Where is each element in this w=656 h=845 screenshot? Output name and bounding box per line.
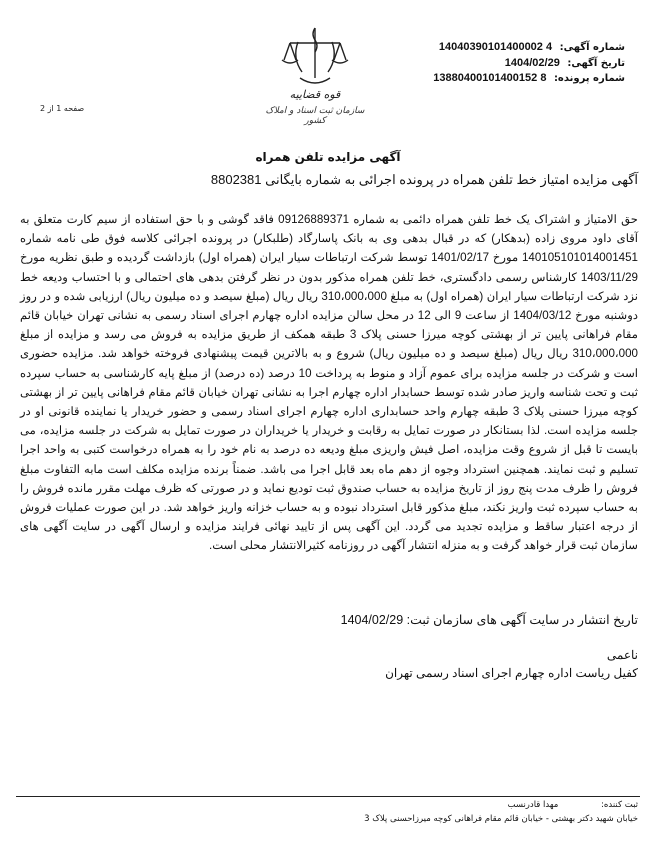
case-number-row: [405, 71, 625, 87]
footer-divider: [16, 796, 640, 797]
ad-number-value: 14040390101400002 4: [438, 41, 553, 53]
ad-date-value: 1404/02/29: [504, 56, 560, 69]
notice-title: آگهی مزایده تلفن همراه: [255, 150, 401, 164]
case-number-label: شماره پرونده:: [553, 73, 625, 84]
page-indicator: صفحه 1 از 2: [40, 104, 85, 113]
registrar-label: ثبت کننده:: [601, 800, 638, 810]
ad-number-row: [405, 40, 625, 56]
registrar-name: مهدا قادرنسب: [507, 800, 559, 810]
ad-number-label: شماره آگهی:: [559, 42, 625, 53]
publish-date-line: تاریخ انتشار در سایت آگهی های سازمان ثبت: 1404/02/29: [340, 613, 638, 627]
registrar-row: [468, 800, 638, 810]
footer-address: خیابان شهید دکتر بهشتی - خیابان قائم مقام فراهانی کوچه میرزاحسنی پلاک 3: [364, 814, 638, 824]
notice-subtitle: آگهی مزایده امتیاز خط تلفن همراه در پرونده اجرائی به شماره بایگانی 8802381: [210, 172, 638, 187]
ad-date-row: [405, 56, 625, 72]
ad-date-label: تاریخ آگهی:: [567, 57, 625, 69]
signer-name: ناعمی: [606, 648, 638, 662]
signer-title: کفیل ریاست اداره چهارم اجرای اسناد رسمی تهران: [385, 666, 638, 680]
notice-body: حق الامتیاز و اشتراک یک خط تلفن همراه دائمی به شماره 09126889371 فاقد گوشی و با حق استفاده از سیم کارت متعلق به آقای داود مروی زاده (بدهکار) که در قبال بدهی وی به بانک پاسارگاد (طلبکار) در پرونده اجرائی کلاسه فوق طی نامه شماره 140105101014001451 مورخ 1401/02/17 توسط شرکت ارتباطات سیار ایران (همراه اول) بازداشت گردیده و طبق نظریه مورخ 1403/11/29 کارشناس رسمی دادگستری، خط تلفن همراه مذکور بدون در نظر گرفتن بدهی های احتمالی و با احتساب ودیعه خط نزد شرکت ارتباطات سیار ایران (همراه اول) به مبلغ 310،000،000 ریال ریال (مبلغ سیصد و ده میلیون ریال) ارزیابی شده و در روز دوشنبه مورخ 1404/03/12 از ساعت 9 الی 12 در محل سالن مزایده اداره چهارم اجرای اسناد رسمی به نشانی تهران خیابان قائم مقام فراهانی پایین تر از بهشتی کوچه میرزا حسنی پلاک 3 طبقه همکف از طریق مزایده به فروش می رسد و مزایده از مبلغ 310،000،000 ریال ریال (مبلغ سیصد و ده میلیون ریال) شروع و به بالاترین قیمت پیشنهادی فروخته خواهد شد. مزایده حضوری است و شرکت در جلسه مزایده برای عموم آزاد و منوط به پرداخت 10 درصد (ده درصد) از مبلغ پایه کارشناسی به حساب سپرده ثبت و تحت شناسه واریز صادر شده توسط حسابدار اداره چهارم اجرا به نشانی تهران خیابان قائم مقام فراهانی پایین تر از بهشتی کوچه میرزا حسنی پلاک 3 طبقه چهارم واحد حسابداری اداره چهارم اجرای اسناد رسمی و حضور خریدار یا نماینده قانونی او در جلسه مزایده است. لذا بستانکار در صورت تمایل به رقابت و خریدار یا خریداران در صورت تمایل به شرکت در جلسه مزایده، می بایست تا قبل از شروع وقت مزایده، اصل فیش واریزی مبلغ ودیعه ده درصد به نام خود را به همراه درخواست کتبی به واحد اجرا تسلیم و ثبت نمایند. همچنین استرداد وجوه از دهم ماه بعد قابل اجرا می باشد. ضمناً برنده مزایده مکلف است مابه التفاوت مبلغ فروش را ظرف مدت پنج روز از تاریخ مزایده به حساب صندوق ثبت تودیع نماید و در صورتی که ظرف مهلت مقرر مانده فروش را به حساب سپرده ثبت واریز نکند، مبلغ مذکور قابل استرداد نبوده و به حساب خزانه واریز خواهد شد. در این صورت عملیات فروش از درجه اعتبار ساقط و مزایده تجدید می گردد. این آگهی پس از تایید نهائی فرایند مزایده و ارسال آگهی در سایت آگهی های سازمان ثبت قرار خواهد گرفت و به منزله انتشار آگهی در روزنامه کثیرالانتشار محلی است.: [20, 213, 639, 553]
header-metadata: [405, 40, 625, 87]
organization-name: سازمان ثبت اسناد و املاک کشور: [265, 106, 365, 126]
case-number-value: 13880400101400152 8: [433, 72, 547, 84]
emblem-title: قوه قضاییه: [289, 88, 341, 101]
